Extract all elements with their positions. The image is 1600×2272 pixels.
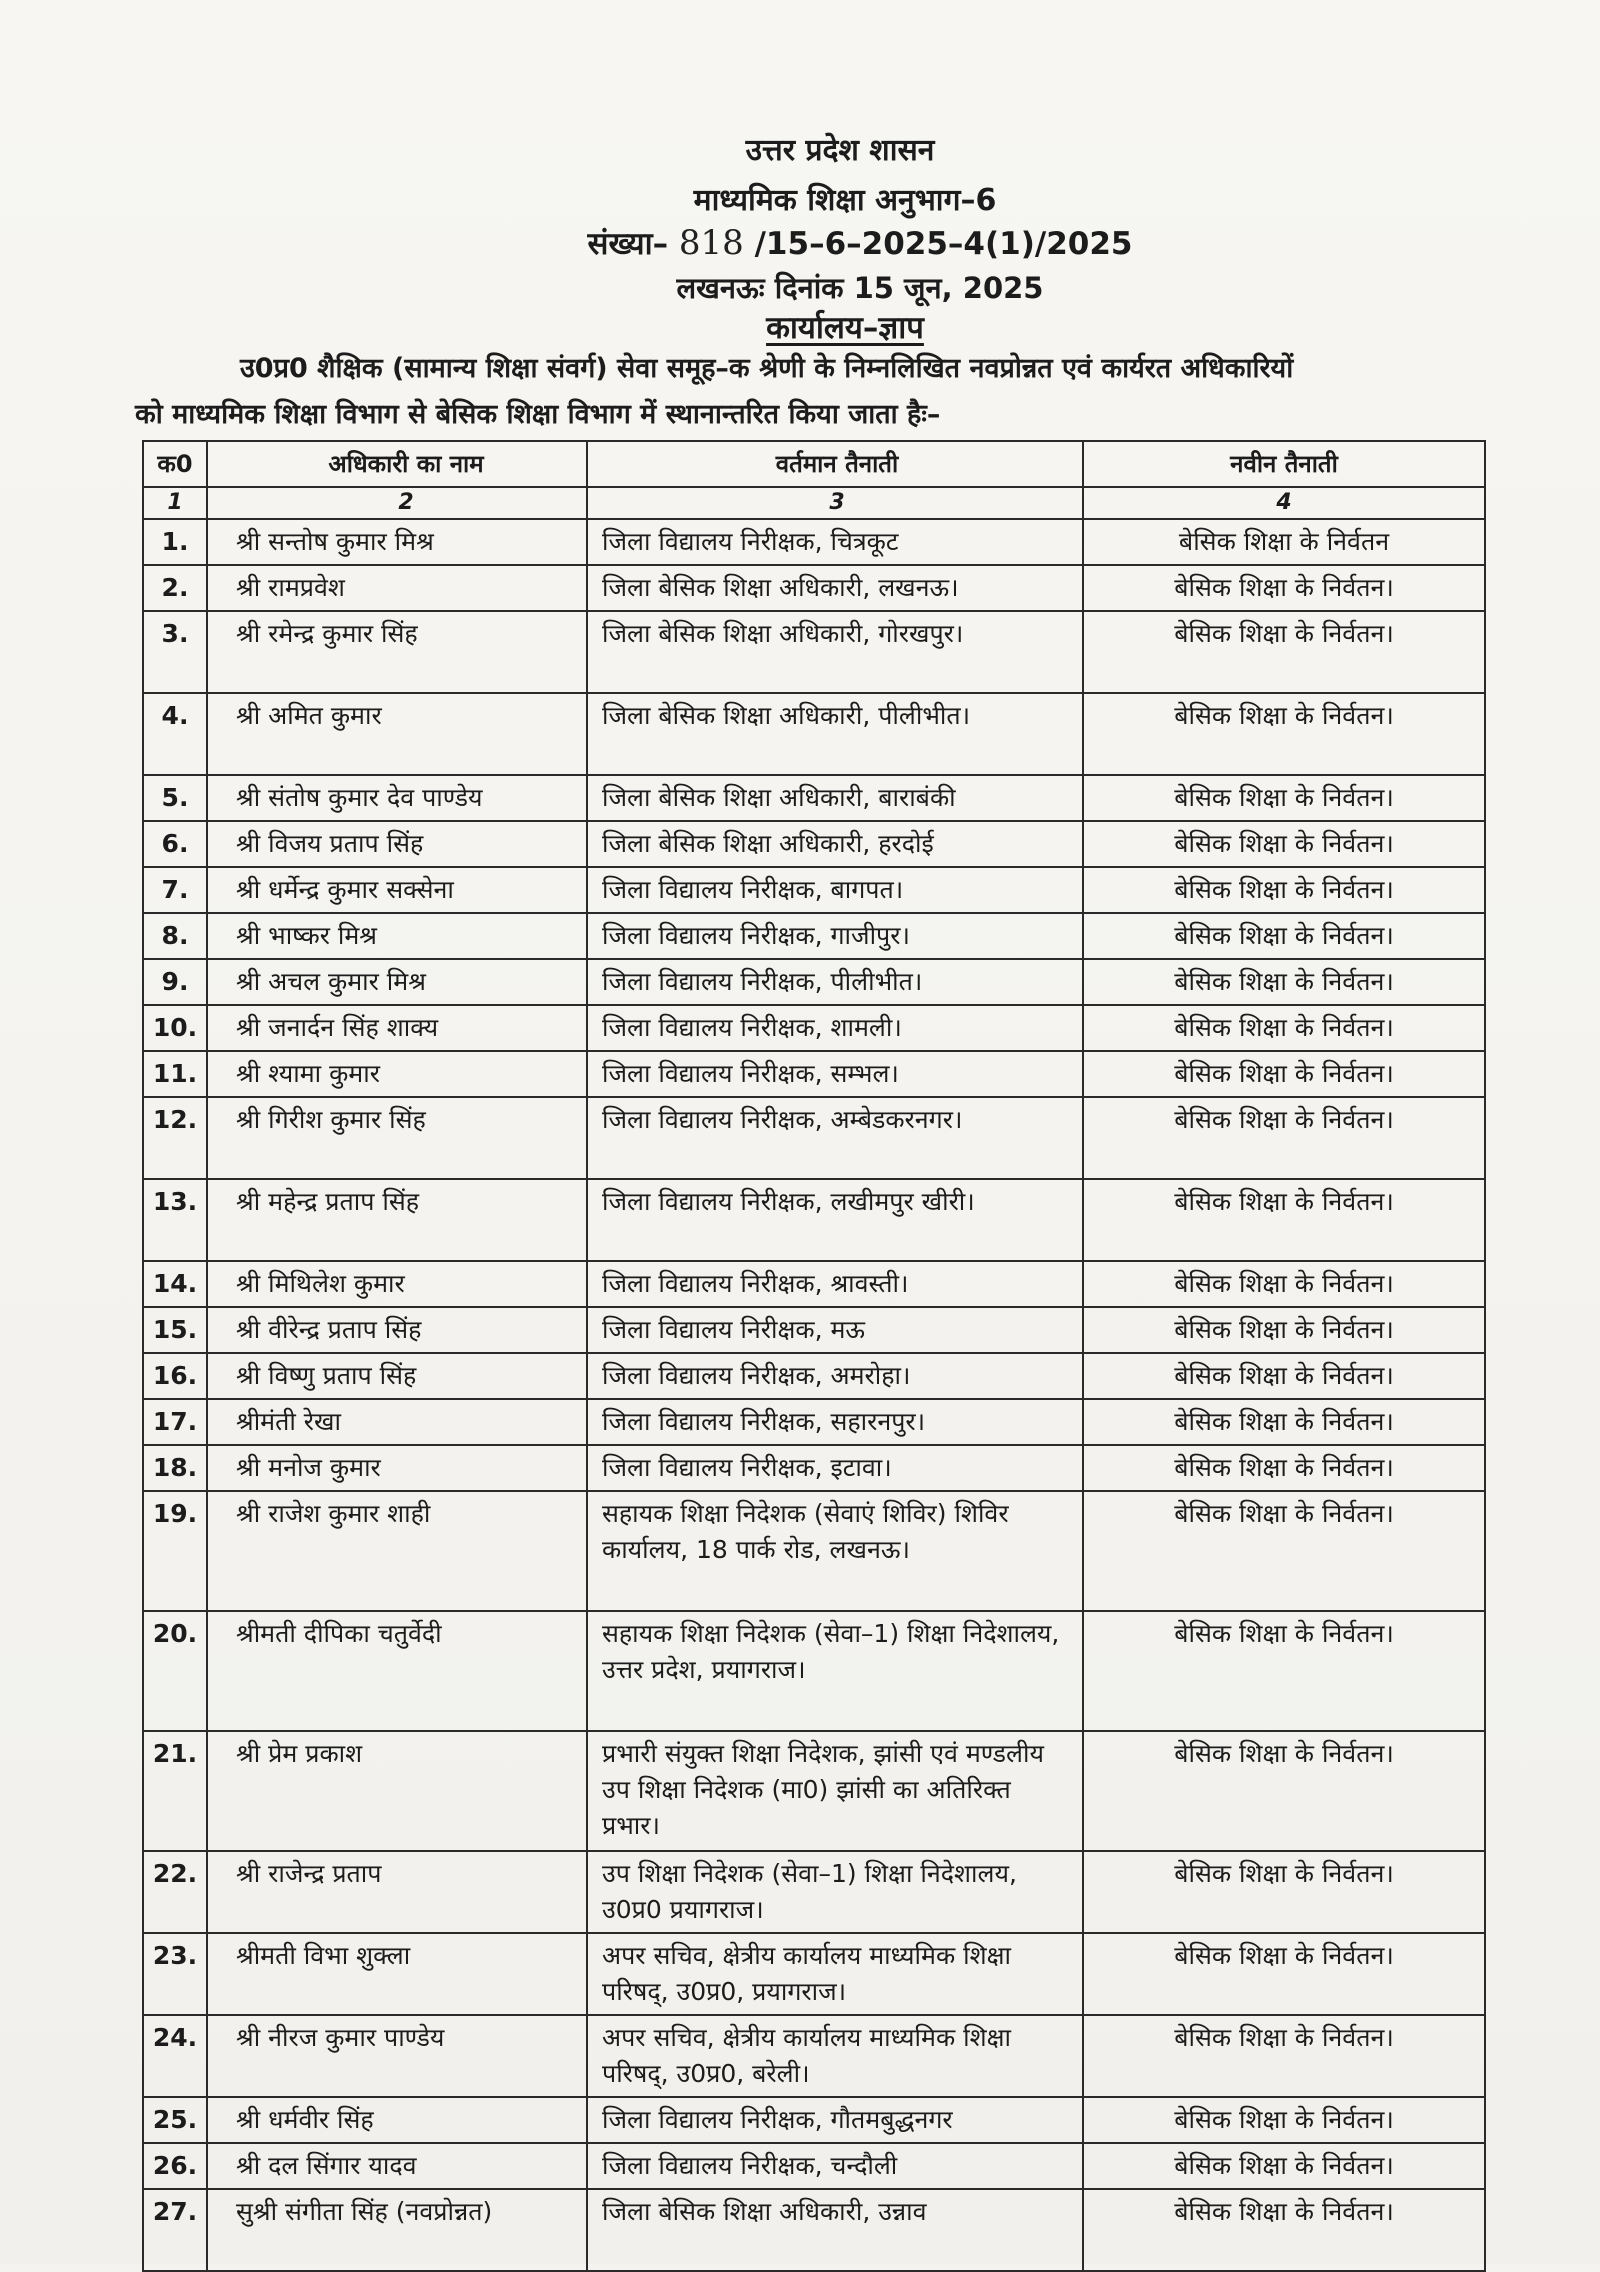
col-header-current: वर्तमान तैनाती <box>587 441 1083 487</box>
current-posting-cell: जिला विद्यालय निरीक्षक, इटावा। <box>587 1445 1083 1491</box>
new-posting-cell: बेसिक शिक्षा के निर्वतन। <box>1083 1611 1485 1731</box>
name-cell: श्री भाष्कर मिश्र <box>207 913 587 959</box>
new-posting-cell: बेसिक शिक्षा के निर्वतन। <box>1083 1353 1485 1399</box>
new-posting-cell: बेसिक शिक्षा के निर्वतन। <box>1083 1731 1485 1851</box>
name-cell: सुश्री संगीता सिंह (नवप्रोन्नत) <box>207 2189 587 2271</box>
serial-cell: 26. <box>143 2143 207 2189</box>
serial-cell: 3. <box>143 611 207 693</box>
current-posting-cell: अपर सचिव, क्षेत्रीय कार्यालय माध्यमिक शिक्षा परिषद्, उ0प्र0, बरेली। <box>587 2015 1083 2097</box>
new-posting-cell: बेसिक शिक्षा के निर्वतन। <box>1083 1005 1485 1051</box>
new-posting-cell: बेसिक शिक्षा के निर्वतन। <box>1083 1179 1485 1261</box>
name-cell: श्री धर्मवीर सिंह <box>207 2097 587 2143</box>
current-posting-cell: जिला विद्यालय निरीक्षक, शामली। <box>587 1005 1083 1051</box>
name-cell: श्री राजेश कुमार शाही <box>207 1491 587 1611</box>
current-posting-cell: अपर सचिव, क्षेत्रीय कार्यालय माध्यमिक शिक्षा परिषद्, उ0प्र0, प्रयागराज। <box>587 1933 1083 2015</box>
table-row <box>143 1445 1485 1491</box>
intro-line-2: को माध्यमिक शिक्षा विभाग से बेसिक शिक्षा विभाग में स्थानान्तरित किया जाता हैः– <box>135 399 941 430</box>
table-row <box>143 2143 1485 2189</box>
serial-cell: 8. <box>143 913 207 959</box>
serial-cell: 4. <box>143 693 207 775</box>
current-posting-cell: जिला विद्यालय निरीक्षक, चित्रकूट <box>587 519 1083 565</box>
serial-cell: 27. <box>143 2189 207 2271</box>
serial-cell: 6. <box>143 821 207 867</box>
current-posting-cell: जिला विद्यालय निरीक्षक, लखीमपुर खीरी। <box>587 1179 1083 1261</box>
serial-cell: 5. <box>143 775 207 821</box>
serial-cell: 11. <box>143 1051 207 1097</box>
government-header: उत्तर प्रदेश शासन <box>745 133 935 168</box>
table-row <box>143 867 1485 913</box>
table-row <box>143 1261 1485 1307</box>
new-posting-cell: बेसिक शिक्षा के निर्वतन। <box>1083 2097 1485 2143</box>
name-cell: श्री गिरीश कुमार सिंह <box>207 1097 587 1179</box>
name-cell: श्री रामप्रवेश <box>207 565 587 611</box>
name-cell: श्रीमंती रेखा <box>207 1399 587 1445</box>
serial-cell: 20. <box>143 1611 207 1731</box>
name-cell: श्रीमती दीपिका चतुर्वेदी <box>207 1611 587 1731</box>
current-posting-cell: जिला बेसिक शिक्षा अधिकारी, उन्नाव <box>587 2189 1083 2271</box>
current-posting-cell: उप शिक्षा निदेशक (सेवा–1) शिक्षा निदेशालय, उ0प्र0 प्रयागराज। <box>587 1851 1083 1933</box>
name-cell: श्री रमेन्द्र कुमार सिंह <box>207 611 587 693</box>
name-cell: श्री प्रेम प्रकाश <box>207 1731 587 1851</box>
current-posting-cell: जिला विद्यालय निरीक्षक, गाजीपुर। <box>587 913 1083 959</box>
table-row <box>143 1399 1485 1445</box>
serial-cell: 2. <box>143 565 207 611</box>
current-posting-cell: सहायक शिक्षा निदेशक (सेवा–1) शिक्षा निदेशालय, उत्तर प्रदेश, प्रयागराज। <box>587 1611 1083 1731</box>
new-posting-cell: बेसिक शिक्षा के निर्वतन। <box>1083 2189 1485 2271</box>
new-posting-cell: बेसिक शिक्षा के निर्वतन। <box>1083 2015 1485 2097</box>
table-row <box>143 1005 1485 1051</box>
table-row <box>143 565 1485 611</box>
new-posting-cell: बेसिक शिक्षा के निर्वतन। <box>1083 1491 1485 1611</box>
serial-cell: 10. <box>143 1005 207 1051</box>
col-number-1: 1 <box>143 487 207 519</box>
table-row <box>143 775 1485 821</box>
current-posting-cell: जिला विद्यालय निरीक्षक, मऊ <box>587 1307 1083 1353</box>
new-posting-cell: बेसिक शिक्षा के निर्वतन। <box>1083 1051 1485 1097</box>
table-row <box>143 611 1485 693</box>
new-posting-cell: बेसिक शिक्षा के निर्वतन। <box>1083 775 1485 821</box>
serial-cell: 14. <box>143 1261 207 1307</box>
new-posting-cell: बेसिक शिक्षा के निर्वतन। <box>1083 1445 1485 1491</box>
name-cell: श्री विजय प्रताप सिंह <box>207 821 587 867</box>
current-posting-cell: जिला विद्यालय निरीक्षक, गौतमबुद्धनगर <box>587 2097 1083 2143</box>
col-header-name: अधिकारी का नाम <box>207 441 587 487</box>
current-posting-cell: जिला विद्यालय निरीक्षक, सहारनपुर। <box>587 1399 1083 1445</box>
serial-cell: 18. <box>143 1445 207 1491</box>
table-header-row <box>143 441 1485 487</box>
table-row <box>143 821 1485 867</box>
serial-cell: 13. <box>143 1179 207 1261</box>
new-posting-cell: बेसिक शिक्षा के निर्वतन। <box>1083 2143 1485 2189</box>
table-row <box>143 1097 1485 1179</box>
reference-suffix: /15–6–2025–4(1)/2025 <box>754 226 1133 262</box>
serial-cell: 25. <box>143 2097 207 2143</box>
reference-prefix: संख्या– <box>587 226 669 262</box>
date-line: लखनऊः दिनांक 15 जून, 2025 <box>676 271 1044 305</box>
serial-cell: 7. <box>143 867 207 913</box>
serial-cell: 22. <box>143 1851 207 1933</box>
table-row <box>143 1307 1485 1353</box>
serial-cell: 17. <box>143 1399 207 1445</box>
name-cell: श्री अचल कुमार मिश्र <box>207 959 587 1005</box>
current-posting-cell: जिला बेसिक शिक्षा अधिकारी, गोरखपुर। <box>587 611 1083 693</box>
new-posting-cell: बेसिक शिक्षा के निर्वतन। <box>1083 1097 1485 1179</box>
serial-cell: 23. <box>143 1933 207 2015</box>
name-cell: श्री अमित कुमार <box>207 693 587 775</box>
col-number-4: 4 <box>1083 487 1485 519</box>
table-row <box>143 2015 1485 2097</box>
new-posting-cell: बेसिक शिक्षा के निर्वतन। <box>1083 1307 1485 1353</box>
new-posting-cell: बेसिक शिक्षा के निर्वतन। <box>1083 1399 1485 1445</box>
table-row <box>143 693 1485 775</box>
new-posting-cell: बेसिक शिक्षा के निर्वतन। <box>1083 1851 1485 1933</box>
serial-cell: 12. <box>143 1097 207 1179</box>
name-cell: श्री संतोष कुमार देव पाण्डेय <box>207 775 587 821</box>
table-row <box>143 1731 1485 1851</box>
serial-cell: 15. <box>143 1307 207 1353</box>
current-posting-cell: जिला विद्यालय निरीक्षक, चन्दौली <box>587 2143 1083 2189</box>
name-cell: श्री श्यामा कुमार <box>207 1051 587 1097</box>
memo-title-wrap <box>45 306 1600 348</box>
name-cell: श्री मिथिलेश कुमार <box>207 1261 587 1307</box>
table-row <box>143 1851 1485 1933</box>
table-row <box>143 2097 1485 2143</box>
table-row <box>143 1611 1485 1731</box>
name-cell: श्री मनोज कुमार <box>207 1445 587 1491</box>
table-row <box>143 2189 1485 2271</box>
current-posting-cell: जिला बेसिक शिक्षा अधिकारी, हरदोई <box>587 821 1083 867</box>
new-posting-cell: बेसिक शिक्षा के निर्वतन। <box>1083 821 1485 867</box>
transfer-table <box>142 440 1486 2272</box>
table-row <box>143 1051 1485 1097</box>
department-section: माध्यमिक शिक्षा अनुभाग–6 <box>693 183 997 218</box>
current-posting-cell: जिला विद्यालय निरीक्षक, बागपत। <box>587 867 1083 913</box>
intro-line-1: उ0प्र0 शैक्षिक (सामान्य शिक्षा संवर्ग) सेवा समूह–क श्रेणी के निम्नलिखित नवप्रोन्नत एवं कार्यरत अधिकारियों <box>240 353 1294 384</box>
name-cell: श्री राजेन्द्र प्रताप <box>207 1851 587 1933</box>
serial-cell: 9. <box>143 959 207 1005</box>
serial-cell: 16. <box>143 1353 207 1399</box>
name-cell: श्री विष्णु प्रताप सिंह <box>207 1353 587 1399</box>
reference-number <box>60 222 1600 264</box>
current-posting-cell: जिला विद्यालय निरीक्षक, अम्बेडकरनगर। <box>587 1097 1083 1179</box>
name-cell: श्रीमती विभा शुक्ला <box>207 1933 587 2015</box>
new-posting-cell: बेसिक शिक्षा के निर्वतन। <box>1083 867 1485 913</box>
col-number-3: 3 <box>587 487 1083 519</box>
new-posting-cell: बेसिक शिक्षा के निर्वतन <box>1083 519 1485 565</box>
new-posting-cell: बेसिक शिक्षा के निर्वतन। <box>1083 1933 1485 2015</box>
new-posting-cell: बेसिक शिक्षा के निर्वतन। <box>1083 693 1485 775</box>
table-row <box>143 1491 1485 1611</box>
name-cell: श्री जनार्दन सिंह शाक्य <box>207 1005 587 1051</box>
table-row <box>143 519 1485 565</box>
current-posting-cell: जिला विद्यालय निरीक्षक, पीलीभीत। <box>587 959 1083 1005</box>
table-row <box>143 1353 1485 1399</box>
new-posting-cell: बेसिक शिक्षा के निर्वतन। <box>1083 959 1485 1005</box>
current-posting-cell: जिला विद्यालय निरीक्षक, सम्भल। <box>587 1051 1083 1097</box>
new-posting-cell: बेसिक शिक्षा के निर्वतन। <box>1083 611 1485 693</box>
new-posting-cell: बेसिक शिक्षा के निर्वतन। <box>1083 913 1485 959</box>
current-posting-cell: सहायक शिक्षा निदेशक (सेवाएं शिविर) शिविर कार्यालय, 18 पार्क रोड, लखनऊ। <box>587 1491 1083 1611</box>
current-posting-cell: जिला विद्यालय निरीक्षक, अमरोहा। <box>587 1353 1083 1399</box>
table-row <box>143 913 1485 959</box>
current-posting-cell: जिला बेसिक शिक्षा अधिकारी, पीलीभीत। <box>587 693 1083 775</box>
col-header-serial: क0 <box>143 441 207 487</box>
table-row <box>143 1179 1485 1261</box>
table-column-number-row <box>143 487 1485 519</box>
table-body <box>143 519 1485 2271</box>
col-number-2: 2 <box>207 487 587 519</box>
current-posting-cell: जिला बेसिक शिक्षा अधिकारी, लखनऊ। <box>587 565 1083 611</box>
serial-cell: 21. <box>143 1731 207 1851</box>
table-row <box>143 1933 1485 2015</box>
name-cell: श्री सन्तोष कुमार मिश्र <box>207 519 587 565</box>
current-posting-cell: जिला विद्यालय निरीक्षक, श्रावस्ती। <box>587 1261 1083 1307</box>
current-posting-cell: प्रभारी संयुक्त शिक्षा निदेशक, झांसी एवं मण्डलीय उप शिक्षा निदेशक (मा0) झांसी का अतिरिक्त प्रभार। <box>587 1731 1083 1851</box>
table-row <box>143 959 1485 1005</box>
name-cell: श्री दल सिंगार यादव <box>207 2143 587 2189</box>
serial-cell: 1. <box>143 519 207 565</box>
serial-cell: 19. <box>143 1491 207 1611</box>
name-cell: श्री धर्मेन्द्र कुमार सक्सेना <box>207 867 587 913</box>
name-cell: श्री वीरेन्द्र प्रताप सिंह <box>207 1307 587 1353</box>
new-posting-cell: बेसिक शिक्षा के निर्वतन। <box>1083 1261 1485 1307</box>
serial-cell: 24. <box>143 2015 207 2097</box>
current-posting-cell: जिला बेसिक शिक्षा अधिकारी, बाराबंकी <box>587 775 1083 821</box>
new-posting-cell: बेसिक शिक्षा के निर्वतन। <box>1083 565 1485 611</box>
handwritten-number: 818 <box>678 223 744 263</box>
memo-title: कार्यालय–ज्ञाप <box>766 310 924 346</box>
col-header-new: नवीन तैनाती <box>1083 441 1485 487</box>
name-cell: श्री महेन्द्र प्रताप सिंह <box>207 1179 587 1261</box>
name-cell: श्री नीरज कुमार पाण्डेय <box>207 2015 587 2097</box>
